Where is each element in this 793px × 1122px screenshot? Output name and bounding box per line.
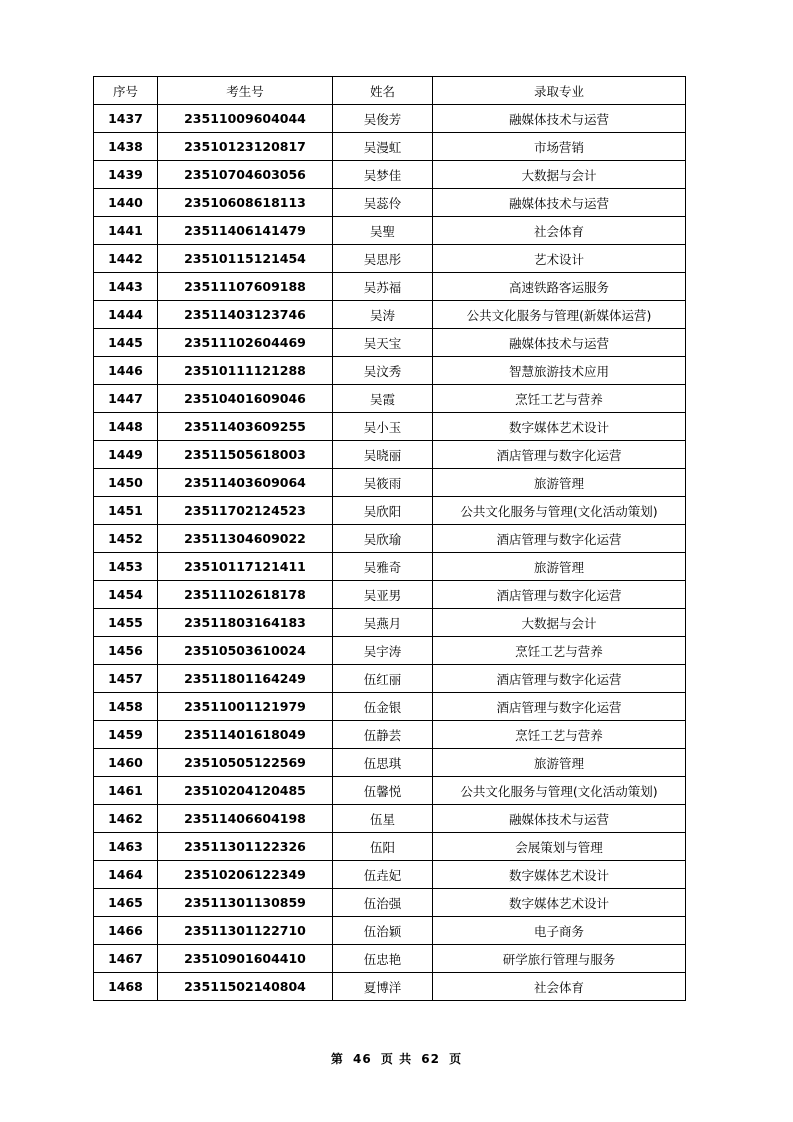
table-row	[94, 945, 686, 973]
cell-major: 数字媒体艺术设计	[433, 861, 686, 889]
cell-name: 伍馨悦	[333, 777, 433, 805]
cell-name: 吴宇涛	[333, 637, 433, 665]
table-row	[94, 385, 686, 413]
cell-name: 吴欣阳	[333, 497, 433, 525]
cell-exam-no: 23511401618049	[158, 721, 333, 749]
cell-major: 公共文化服务与管理(文化活动策划)	[433, 497, 686, 525]
cell-name: 伍金银	[333, 693, 433, 721]
table-row	[94, 189, 686, 217]
cell-seq: 1458	[94, 693, 158, 721]
cell-major: 旅游管理	[433, 469, 686, 497]
cell-exam-no: 23511406604198	[158, 805, 333, 833]
cell-exam-no: 23510901604410	[158, 945, 333, 973]
cell-name: 伍思琪	[333, 749, 433, 777]
cell-major: 智慧旅游技术应用	[433, 357, 686, 385]
table-row	[94, 273, 686, 301]
cell-major: 酒店管理与数字化运营	[433, 525, 686, 553]
page-footer	[0, 1050, 793, 1067]
cell-seq: 1441	[94, 217, 158, 245]
table-row	[94, 777, 686, 805]
cell-major: 会展策划与管理	[433, 833, 686, 861]
table-row	[94, 805, 686, 833]
cell-name: 伍星	[333, 805, 433, 833]
admission-table	[93, 76, 686, 1001]
cell-seq: 1448	[94, 413, 158, 441]
cell-seq: 1450	[94, 469, 158, 497]
cell-name: 吴汶秀	[333, 357, 433, 385]
cell-major: 酒店管理与数字化运营	[433, 693, 686, 721]
cell-exam-no: 23511301122326	[158, 833, 333, 861]
table-row	[94, 301, 686, 329]
cell-exam-no: 23511102604469	[158, 329, 333, 357]
cell-name: 伍阳	[333, 833, 433, 861]
cell-exam-no: 23510204120485	[158, 777, 333, 805]
table-row	[94, 245, 686, 273]
table-row	[94, 329, 686, 357]
cell-seq: 1467	[94, 945, 158, 973]
cell-name: 吴思彤	[333, 245, 433, 273]
cell-exam-no: 23511301130859	[158, 889, 333, 917]
cell-major: 酒店管理与数字化运营	[433, 665, 686, 693]
cell-major: 烹饪工艺与营养	[433, 637, 686, 665]
cell-name: 吴苏福	[333, 273, 433, 301]
cell-name: 吴聖	[333, 217, 433, 245]
cell-major: 烹饪工艺与营养	[433, 385, 686, 413]
cell-name: 伍治强	[333, 889, 433, 917]
cell-exam-no: 23511505618003	[158, 441, 333, 469]
table-row	[94, 413, 686, 441]
cell-name: 吴筱雨	[333, 469, 433, 497]
cell-exam-no: 23511702124523	[158, 497, 333, 525]
cell-seq: 1459	[94, 721, 158, 749]
cell-exam-no: 23510608618113	[158, 189, 333, 217]
cell-name: 吴亚男	[333, 581, 433, 609]
cell-exam-no: 23511403609255	[158, 413, 333, 441]
cell-major: 艺术设计	[433, 245, 686, 273]
footer-total-pages: 62	[421, 1052, 440, 1066]
cell-name: 吴俊芳	[333, 105, 433, 133]
cell-seq: 1464	[94, 861, 158, 889]
table-row	[94, 525, 686, 553]
cell-seq: 1455	[94, 609, 158, 637]
cell-seq: 1439	[94, 161, 158, 189]
cell-name: 吴漫虹	[333, 133, 433, 161]
cell-major: 酒店管理与数字化运营	[433, 581, 686, 609]
header-major: 录取专业	[433, 77, 686, 105]
table-body	[94, 105, 686, 1001]
cell-exam-no: 23510206122349	[158, 861, 333, 889]
cell-exam-no: 23510115121454	[158, 245, 333, 273]
cell-seq: 1447	[94, 385, 158, 413]
cell-major: 电子商务	[433, 917, 686, 945]
cell-exam-no: 23511801164249	[158, 665, 333, 693]
cell-seq: 1456	[94, 637, 158, 665]
cell-seq: 1446	[94, 357, 158, 385]
cell-exam-no: 23511107609188	[158, 273, 333, 301]
table-header-row	[94, 77, 686, 105]
cell-name: 吴霞	[333, 385, 433, 413]
cell-major: 融媒体技术与运营	[433, 805, 686, 833]
cell-name: 吴涛	[333, 301, 433, 329]
table-row	[94, 105, 686, 133]
cell-major: 旅游管理	[433, 749, 686, 777]
cell-seq: 1438	[94, 133, 158, 161]
table-row	[94, 665, 686, 693]
footer-mid: 页 共	[380, 1052, 413, 1066]
cell-name: 吴雅奇	[333, 553, 433, 581]
cell-seq: 1466	[94, 917, 158, 945]
table-row	[94, 637, 686, 665]
cell-exam-no: 23510505122569	[158, 749, 333, 777]
cell-name: 吴欣瑜	[333, 525, 433, 553]
table-row	[94, 693, 686, 721]
cell-exam-no: 23511301122710	[158, 917, 333, 945]
cell-major: 市场营销	[433, 133, 686, 161]
cell-exam-no: 23510111121288	[158, 357, 333, 385]
table-row	[94, 861, 686, 889]
cell-exam-no: 23510123120817	[158, 133, 333, 161]
table-row	[94, 497, 686, 525]
cell-major: 研学旅行管理与服务	[433, 945, 686, 973]
cell-name: 伍忠艳	[333, 945, 433, 973]
table-row	[94, 973, 686, 1001]
cell-exam-no: 23511803164183	[158, 609, 333, 637]
cell-major: 融媒体技术与运营	[433, 189, 686, 217]
cell-seq: 1442	[94, 245, 158, 273]
cell-exam-no: 23510704603056	[158, 161, 333, 189]
cell-seq: 1445	[94, 329, 158, 357]
table-row	[94, 749, 686, 777]
table-row	[94, 441, 686, 469]
cell-name: 吴蕊伶	[333, 189, 433, 217]
table-row	[94, 161, 686, 189]
cell-seq: 1444	[94, 301, 158, 329]
cell-major: 烹饪工艺与营养	[433, 721, 686, 749]
cell-name: 吴晓丽	[333, 441, 433, 469]
cell-major: 社会体育	[433, 973, 686, 1001]
footer-prefix: 第	[330, 1052, 344, 1066]
table-row	[94, 917, 686, 945]
cell-exam-no: 23511009604044	[158, 105, 333, 133]
table-row	[94, 721, 686, 749]
header-name: 姓名	[333, 77, 433, 105]
cell-seq: 1468	[94, 973, 158, 1001]
cell-major: 酒店管理与数字化运营	[433, 441, 686, 469]
cell-exam-no: 23511502140804	[158, 973, 333, 1001]
cell-major: 融媒体技术与运营	[433, 329, 686, 357]
cell-seq: 1440	[94, 189, 158, 217]
cell-seq: 1461	[94, 777, 158, 805]
cell-name: 伍治颖	[333, 917, 433, 945]
cell-exam-no: 23511403123746	[158, 301, 333, 329]
cell-name: 伍垚妃	[333, 861, 433, 889]
cell-seq: 1465	[94, 889, 158, 917]
cell-seq: 1463	[94, 833, 158, 861]
cell-name: 伍红丽	[333, 665, 433, 693]
cell-exam-no: 23511406141479	[158, 217, 333, 245]
cell-seq: 1443	[94, 273, 158, 301]
cell-seq: 1457	[94, 665, 158, 693]
table-row	[94, 469, 686, 497]
cell-major: 高速铁路客运服务	[433, 273, 686, 301]
cell-exam-no: 23511102618178	[158, 581, 333, 609]
cell-name: 吴小玉	[333, 413, 433, 441]
cell-major: 数字媒体艺术设计	[433, 889, 686, 917]
footer-current-page: 46	[353, 1052, 372, 1066]
cell-seq: 1437	[94, 105, 158, 133]
cell-major: 数字媒体艺术设计	[433, 413, 686, 441]
header-exam-no: 考生号	[158, 77, 333, 105]
table-row	[94, 889, 686, 917]
cell-name: 吴天宝	[333, 329, 433, 357]
cell-exam-no: 23510503610024	[158, 637, 333, 665]
cell-seq: 1451	[94, 497, 158, 525]
table-row	[94, 133, 686, 161]
cell-name: 夏博洋	[333, 973, 433, 1001]
cell-exam-no: 23511304609022	[158, 525, 333, 553]
table-row	[94, 357, 686, 385]
cell-major: 融媒体技术与运营	[433, 105, 686, 133]
cell-seq: 1462	[94, 805, 158, 833]
cell-seq: 1449	[94, 441, 158, 469]
cell-name: 吴梦佳	[333, 161, 433, 189]
table-row	[94, 609, 686, 637]
cell-major: 社会体育	[433, 217, 686, 245]
cell-major: 公共文化服务与管理(文化活动策划)	[433, 777, 686, 805]
cell-name: 伍静芸	[333, 721, 433, 749]
table-row	[94, 553, 686, 581]
cell-exam-no: 23510401609046	[158, 385, 333, 413]
cell-seq: 1454	[94, 581, 158, 609]
cell-seq: 1460	[94, 749, 158, 777]
cell-major: 大数据与会计	[433, 161, 686, 189]
footer-suffix: 页	[449, 1052, 463, 1066]
cell-major: 公共文化服务与管理(新媒体运营)	[433, 301, 686, 329]
cell-major: 大数据与会计	[433, 609, 686, 637]
cell-seq: 1453	[94, 553, 158, 581]
cell-seq: 1452	[94, 525, 158, 553]
table-row	[94, 217, 686, 245]
cell-name: 吴燕月	[333, 609, 433, 637]
cell-exam-no: 23511001121979	[158, 693, 333, 721]
table-row	[94, 833, 686, 861]
cell-major: 旅游管理	[433, 553, 686, 581]
cell-exam-no: 23511403609064	[158, 469, 333, 497]
header-seq: 序号	[94, 77, 158, 105]
table-row	[94, 581, 686, 609]
cell-exam-no: 23510117121411	[158, 553, 333, 581]
